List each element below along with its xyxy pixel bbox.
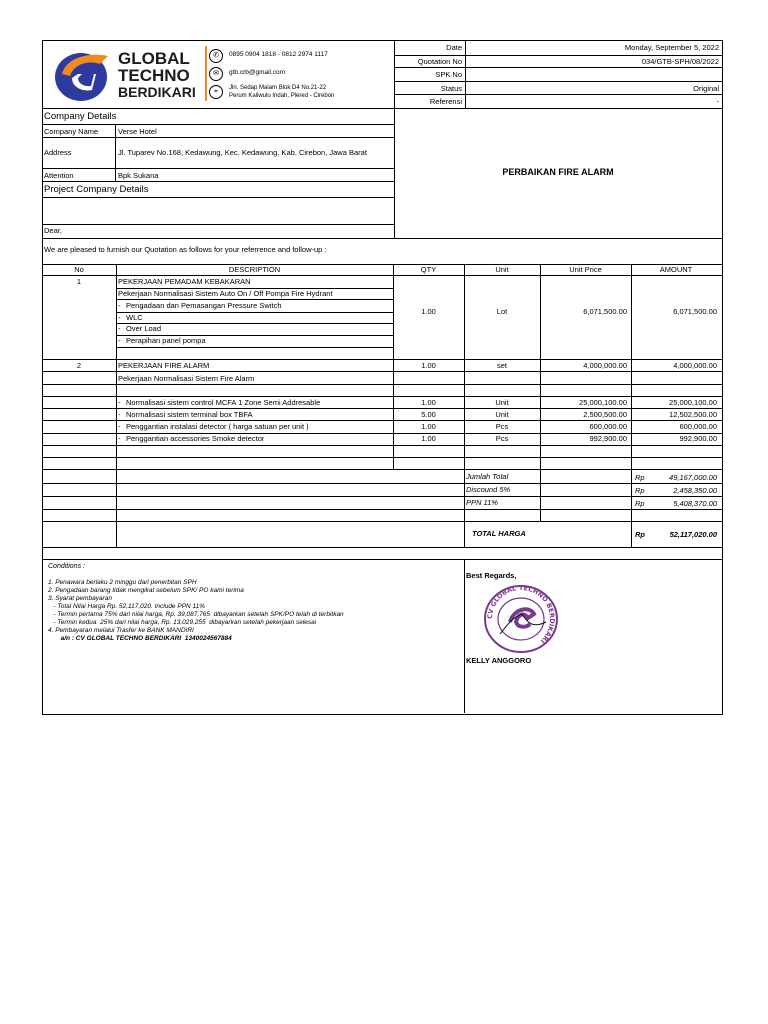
attention-label: Attention: [44, 171, 74, 180]
list-item: WLC: [126, 313, 143, 322]
dear-greeting: Dear,: [44, 226, 62, 235]
project-details-title: Project Company Details: [44, 184, 149, 195]
company-address-line1: Jln. Sedap Malam Blok D4 No.21-22: [229, 85, 327, 91]
list-item: Over Load: [126, 324, 162, 333]
company-name-label: Company Name: [44, 127, 99, 136]
row-sub: Pekerjaan Normalisasi Sistem Auto On / Off Pompa Fire Hydrant: [118, 289, 333, 298]
svg-text:CV GLOBAL TECHNO BERDIKARI: CV GLOBAL TECHNO BERDIKARI: [485, 584, 557, 646]
company-email: gtb.crb@gmail.com: [229, 69, 286, 76]
bullet: -: [118, 422, 121, 431]
location-icon: ⌖: [209, 85, 223, 99]
company-address-line2: Perum Kaliwulu Indah, Plered - Cirebon: [229, 93, 335, 99]
item-amount: 600,000.00: [679, 422, 717, 431]
intro-text: We are pleased to furnish our Quotation as follows for your referrence and follow-up :: [44, 245, 327, 254]
header-description: DESCRIPTION: [228, 265, 281, 274]
row-title: PEKERJAAN FIRE ALARM: [118, 361, 210, 370]
row-unit: Lot: [496, 307, 508, 316]
quotation-label: Quotation No: [417, 57, 462, 66]
total-value: 52,117,020.00: [669, 530, 717, 539]
bullet: -: [118, 398, 121, 407]
company-name-value: Verse Hotel: [118, 127, 157, 136]
ppn-value: 5,408,370.00: [673, 499, 717, 508]
row-no: 1: [76, 277, 82, 286]
bullet: -: [118, 301, 121, 310]
bullet: -: [118, 336, 121, 345]
condition-line: - Total Nilai Harga Rp. 52,117,020. Include PPN 11%: [48, 603, 206, 610]
row-amount: 6,071,500.00: [673, 307, 717, 316]
project-name: PERBAIKAN FIRE ALARM: [502, 167, 614, 177]
row-price: 4,000,000.00: [583, 361, 627, 370]
condition-line: 2. Pengadaan barang tidak mengikat sebelum SPK/ PO kami terima: [48, 587, 244, 594]
item-desc: Penggantian accessories Smoke detector: [126, 434, 265, 443]
row-sub: Pekerjaan Normalisasi Sistem Fire Alarm: [118, 374, 255, 383]
item-price: 600,000.00: [589, 422, 627, 431]
list-item: Perapihan panel pompa: [126, 336, 206, 345]
header-no: No: [74, 265, 84, 274]
date-value: Monday, September 5, 2022: [624, 43, 719, 52]
best-regards: Best Regards,: [466, 571, 517, 580]
row-qty: 1.00: [421, 361, 436, 370]
company-name-line1: GLOBAL: [118, 49, 190, 68]
item-unit: Unit: [495, 398, 509, 407]
phone-icon: ✆: [209, 49, 223, 63]
row-unit: set: [496, 361, 507, 370]
row-no: 2: [76, 361, 82, 370]
jumlah-currency: Rp: [635, 473, 645, 482]
signer-name: KELLY ANGGORO: [466, 656, 532, 665]
ppn-currency: Rp: [635, 499, 645, 508]
item-qty: 1.00: [421, 434, 436, 443]
list-item: Pengadaan dan Pemasangan Pressure Switch: [126, 301, 282, 310]
item-unit: Pcs: [495, 434, 509, 443]
condition-line: 1. Penawara berlaku 2 minggu dari penerbitan SPH: [48, 579, 197, 586]
item-price: 25,000,100.00: [579, 398, 627, 407]
bullet: -: [118, 410, 121, 419]
ppn-label: PPN 11%: [466, 498, 498, 507]
header-unit-price: Unit Price: [569, 265, 602, 274]
company-name-line2: TECHNO: [118, 66, 190, 85]
bullet: -: [118, 434, 121, 443]
company-name-line3: BERDIKARI: [118, 84, 196, 100]
jumlah-value: 49,167,000.00: [669, 473, 717, 482]
condition-line: - Termin pertama 75% dari nilai harga, Rp. 39,087,765 dibayarkan setelah SPK/PO telah di terbitkan: [48, 611, 344, 618]
row-qty: 1.00: [421, 307, 436, 316]
bullet: -: [118, 324, 121, 333]
company-details-title: Company Details: [44, 111, 117, 122]
address-value: Jl. Tuparev No.168, Kedawung, Kec. Kedawung, Kab. Cirebon, Jawa Barat: [118, 148, 367, 157]
item-qty: 5.00: [421, 410, 436, 419]
condition-line: 4. Pembayaran melalui Trasfer ke BANK MANDIRI: [48, 627, 194, 634]
item-amount: 12,502,500.00: [669, 410, 717, 419]
header-unit: Unit: [495, 265, 509, 274]
company-phone: 0895 0904 1818 - 0812 2974 1117: [229, 51, 328, 58]
condition-line: 3. Syarat pembayaran: [48, 595, 112, 602]
discount-currency: Rp: [635, 486, 645, 495]
item-price: 992,900.00: [589, 434, 627, 443]
conditions-title: Conditions :: [48, 563, 85, 570]
attention-value: Bpk Sukana: [118, 171, 159, 180]
header-amount: AMOUNT: [659, 265, 693, 274]
header-qty: QTY: [420, 265, 437, 274]
total-label: TOTAL HARGA: [472, 529, 526, 538]
jumlah-label: Jumlah Total: [466, 472, 509, 481]
discount-label: Discound 5%: [466, 485, 511, 494]
bullet: -: [118, 313, 121, 322]
logo-emblem-icon: [48, 44, 118, 104]
row-amount: 4,000,000.00: [673, 361, 717, 370]
status-value: Original: [693, 84, 719, 93]
item-price: 2,500,500.00: [583, 410, 627, 419]
quotation-value: 034/GTB-SPH/08/2022: [641, 57, 719, 66]
referensi-label: Referensi: [429, 97, 462, 106]
item-desc: Normalisasi sistem terminal box TBFA: [126, 410, 253, 419]
item-desc: Penggantian instalasi detector ( harga satuan per unit ): [126, 422, 309, 431]
row-title: PEKERJAAN PEMADAM KEBAKARAN: [118, 277, 251, 286]
item-desc: Normalisasi sistem control MCFA 1 Zone Semi Addresable: [126, 398, 321, 407]
company-stamp-icon: [482, 584, 560, 654]
discount-value: 2,458,350.00: [673, 486, 717, 495]
row-price: 6,071,500.00: [583, 307, 627, 316]
address-label: Address: [44, 148, 72, 157]
email-icon: ✉: [209, 67, 223, 81]
spk-label: SPK No: [435, 70, 462, 79]
condition-line: - Termin kedua 25% dari nilai harga, Rp. 13,029,255 dibayarkan setelah pekerjaan selesai: [48, 619, 317, 626]
item-amount: 992,900.00: [679, 434, 717, 443]
company-logo: [48, 44, 203, 104]
item-unit: Unit: [495, 410, 509, 419]
item-qty: 1.00: [421, 422, 436, 431]
item-unit: Pcs: [495, 422, 509, 431]
condition-line: a/n : CV GLOBAL TECHNO BERDIKARI 1340024567884: [48, 635, 232, 642]
status-label: Status: [440, 84, 462, 93]
referensi-value: -: [716, 97, 719, 106]
total-currency: Rp: [635, 530, 645, 539]
date-label: Date: [446, 43, 462, 52]
item-amount: 25,000,100.00: [669, 398, 717, 407]
item-qty: 1.00: [421, 398, 436, 407]
